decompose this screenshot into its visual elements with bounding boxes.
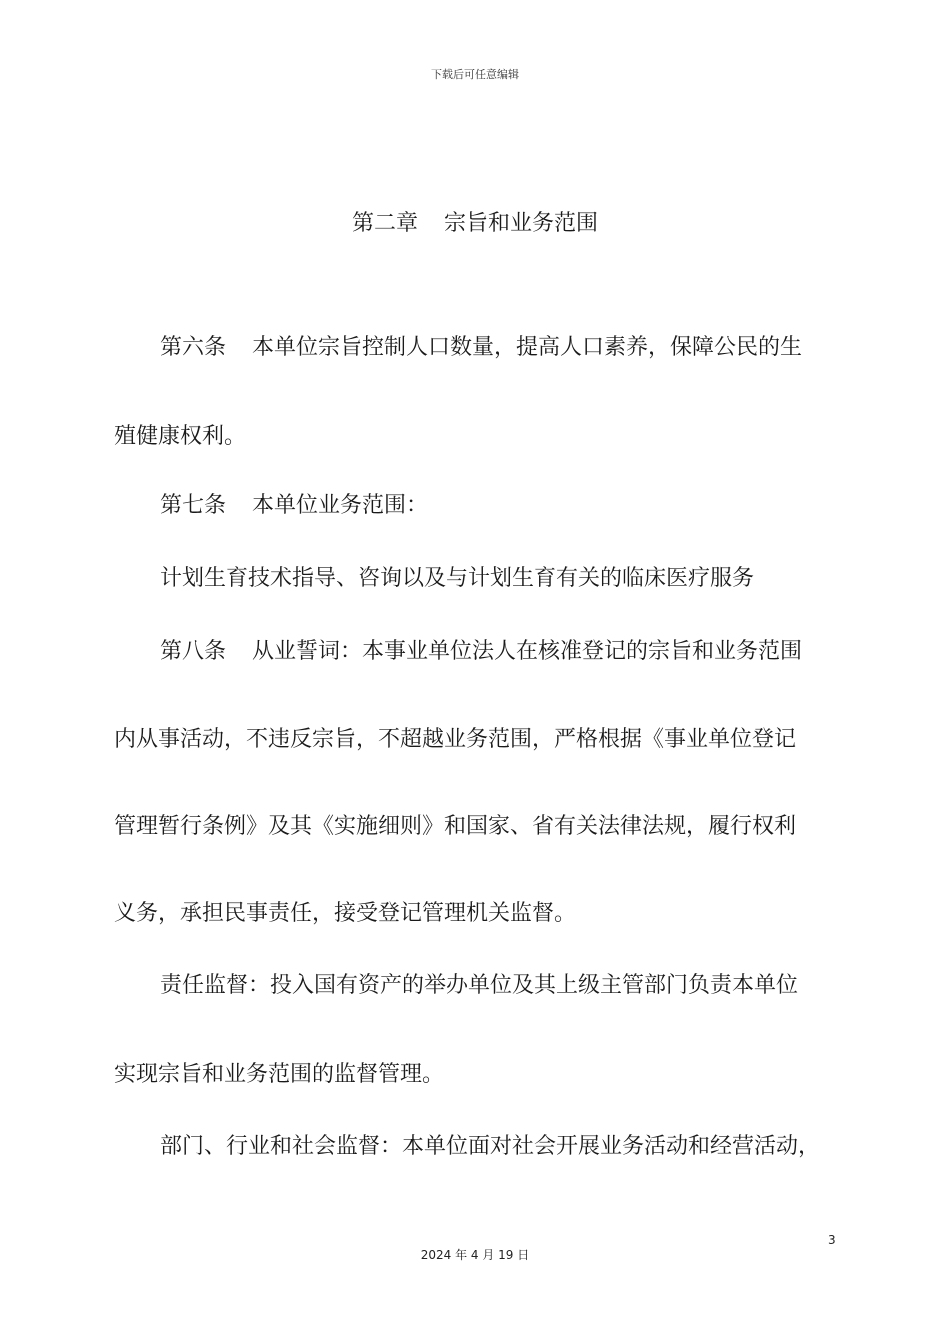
article-8-line-3: 管理暂行条例》及其《实施细则》和国家、省有关法律法规，履行权利	[114, 814, 797, 839]
business-scope-line: 计划生育技术指导、咨询以及与计划生育有关的临床医疗服务	[160, 566, 755, 591]
responsibility-line-2: 实现宗旨和业务范围的监督管理。	[114, 1062, 445, 1087]
article-8-line-2: 内从事活动，不违反宗旨，不超越业务范围，严格根据《事业单位登记	[114, 727, 797, 752]
article-8-line-4: 义务，承担民事责任，接受登记管理机关监督。	[114, 901, 577, 926]
chapter-heading	[0, 208, 950, 240]
page-header: 下载后可任意编辑	[431, 68, 519, 81]
article-6-line-1: 第六条 本单位宗旨控制人口数量，提高人口素养，保障公民的生	[160, 335, 803, 360]
footer-date: 2024 年 4 月 19 日	[420, 1248, 530, 1262]
article-8-label: 第八条	[160, 639, 227, 664]
article-6-label: 第六条	[160, 335, 227, 360]
page-number: 3	[828, 1233, 836, 1247]
chapter-number: 第二章	[351, 211, 418, 236]
chapter-title: 宗旨和业务范围	[444, 211, 599, 236]
article-6-line-2: 殖健康权利。	[114, 424, 247, 449]
responsibility-line-1: 责任监督：投入国有资产的举办单位及其上级主管部门负责本单位	[160, 973, 799, 998]
article-8-line-1: 第八条 从业誓词：本事业单位法人在核准登记的宗旨和业务范围	[160, 639, 803, 664]
article-7-line-1: 第七条 本单位业务范围：	[160, 493, 429, 518]
department-supervision-line-1: 部门、行业和社会监督：本单位面对社会开展业务活动和经营活动，	[160, 1134, 821, 1159]
article-7-label: 第七条	[160, 493, 227, 518]
